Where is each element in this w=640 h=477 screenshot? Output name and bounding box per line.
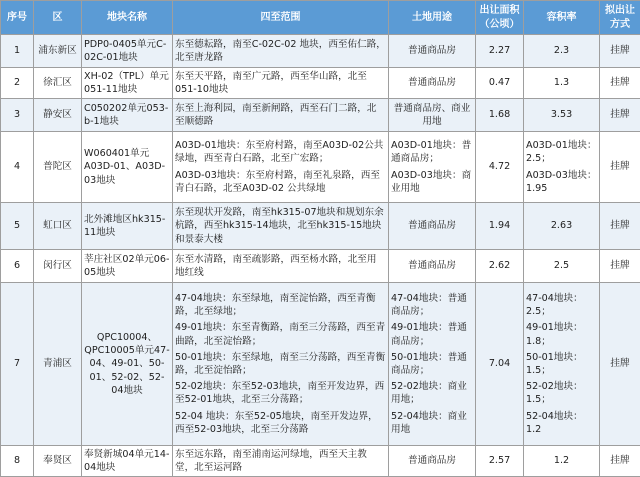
cell-method: 挂牌: [600, 132, 640, 203]
cell-no: 4: [1, 132, 34, 203]
far-text: 52-04地块：1.2: [526, 410, 597, 436]
table-row: [1, 250, 640, 283]
cell-name: QPC10004、QPC10005单元47-04、49-01、50-01、52-02、52-04地块: [82, 283, 173, 446]
cell-no: 7: [1, 283, 34, 446]
cell-use: [389, 203, 476, 250]
header-row: [1, 1, 640, 35]
boundary-text: 52-02地块：东至52-03地块，南至开发边界，西至52-01地块，北至三分荡路；: [175, 380, 386, 406]
table-row: [1, 203, 640, 250]
cell-boundary: [173, 250, 389, 283]
cell-name: W060401单元A03D-01、A03D-03地块: [82, 132, 173, 203]
cell-area: 1.68: [476, 99, 524, 132]
cell-use: [389, 132, 476, 203]
far-text: A03D-01地块：2.5；: [526, 139, 597, 165]
cell-far: [524, 250, 600, 283]
cell-boundary: [173, 203, 389, 250]
cell-area: 4.72: [476, 132, 524, 203]
use-text: 普通商品房、商业用地: [391, 102, 473, 128]
cell-name: PDP0-0405单元C-02C-01地块: [82, 35, 173, 68]
cell-no: 5: [1, 203, 34, 250]
cell-district: 虹口区: [34, 203, 82, 250]
use-text: 52-04地块：商业用地: [391, 410, 473, 436]
cell-boundary: [173, 132, 389, 203]
header-far: 容积率: [524, 1, 600, 35]
cell-far: [524, 203, 600, 250]
far-text: 52-02地块：1.5；: [526, 380, 597, 406]
cell-boundary: [173, 283, 389, 446]
use-text: A03D-03地块：商业用地: [391, 169, 473, 195]
table-row: [1, 132, 640, 203]
table-row: [1, 35, 640, 68]
cell-use: [389, 35, 476, 68]
cell-far: [524, 35, 600, 68]
table-row: [1, 68, 640, 99]
cell-name: XH-02（TPL）单元051-11地块: [82, 68, 173, 99]
far-text: 3.53: [526, 108, 597, 121]
cell-district: 静安区: [34, 99, 82, 132]
far-text: 1.3: [526, 76, 597, 89]
cell-district: 普陀区: [34, 132, 82, 203]
cell-boundary: [173, 68, 389, 99]
boundary-text: 东至德耘路，南至C-02C-02 地块，西至佑仁路，北至唐龙路: [175, 38, 386, 64]
cell-district: 闵行区: [34, 250, 82, 283]
far-text: 47-04地块：2.5；: [526, 292, 597, 318]
boundary-text: 49-01地块：东至青衡路，南至三分荡路，西至青曲路，北至淀怡路；: [175, 321, 386, 347]
cell-no: 1: [1, 35, 34, 68]
cell-method: 挂牌: [600, 446, 640, 477]
cell-district: 青浦区: [34, 283, 82, 446]
cell-name: 奉贤新城04单元14-04地块: [82, 446, 173, 477]
boundary-text: 东至上海利园，南至新闸路，西至石门二路，北至顺德路: [175, 102, 386, 128]
far-text: 1.2: [526, 454, 597, 467]
far-text: 49-01地块：1.8；: [526, 321, 597, 347]
use-text: 47-04地块：普通商品房；: [391, 292, 473, 318]
far-text: 2.5: [526, 259, 597, 272]
cell-area: 2.27: [476, 35, 524, 68]
header-area: 出让面积（公顷）: [476, 1, 524, 35]
cell-method: 挂牌: [600, 99, 640, 132]
table-row: [1, 283, 640, 446]
cell-area: 2.57: [476, 446, 524, 477]
header-method: 拟出让方式: [600, 1, 640, 35]
boundary-text: 东至天平路，南至广元路，西至华山路，北至051-10地块: [175, 70, 386, 96]
cell-district: 奉贤区: [34, 446, 82, 477]
header-no: 序号: [1, 1, 34, 35]
table-row: [1, 99, 640, 132]
cell-no: 3: [1, 99, 34, 132]
header-district: 区: [34, 1, 82, 35]
cell-use: [389, 283, 476, 446]
cell-boundary: [173, 99, 389, 132]
cell-district: 浦东新区: [34, 35, 82, 68]
use-text: 普通商品房: [391, 44, 473, 57]
cell-use: [389, 250, 476, 283]
cell-no: 8: [1, 446, 34, 477]
cell-name: 莘庄社区02单元06-05地块: [82, 250, 173, 283]
cell-name: 北外滩地区hk315-11地块: [82, 203, 173, 250]
cell-method: 挂牌: [600, 283, 640, 446]
cell-boundary: [173, 35, 389, 68]
cell-method: 挂牌: [600, 203, 640, 250]
use-text: 50-01地块：普通商品房；: [391, 351, 473, 377]
cell-area: 0.47: [476, 68, 524, 99]
use-text: 普通商品房: [391, 454, 473, 467]
header-boundary: 四至范围: [173, 1, 389, 35]
cell-no: 2: [1, 68, 34, 99]
use-text: 49-01地块：普通商品房；: [391, 321, 473, 347]
boundary-text: 东至水清路，南至疏影路，西至杨水路，北至用地红线: [175, 253, 386, 279]
header-use: 土地用途: [389, 1, 476, 35]
cell-method: 挂牌: [600, 68, 640, 99]
cell-use: [389, 99, 476, 132]
far-text: 50-01地块：1.5；: [526, 351, 597, 377]
cell-name: C050202单元053-b-1地块: [82, 99, 173, 132]
use-text: A03D-01地块：普通商品房；: [391, 139, 473, 165]
cell-method: 挂牌: [600, 250, 640, 283]
cell-method: 挂牌: [600, 35, 640, 68]
use-text: 普通商品房: [391, 219, 473, 232]
far-text: 2.63: [526, 219, 597, 232]
cell-far: [524, 99, 600, 132]
cell-far: [524, 68, 600, 99]
cell-district: 徐汇区: [34, 68, 82, 99]
boundary-text: A03D-01地块：东至府村路，南至A03D-02公共绿地，西至青白石路，北至广宏路；: [175, 139, 386, 165]
cell-use: [389, 68, 476, 99]
cell-area: 2.62: [476, 250, 524, 283]
header-name: 地块名称: [82, 1, 173, 35]
boundary-text: 50-01地块：东至绿地，南至三分荡路，西至青衡路，北至淀怡路；: [175, 351, 386, 377]
use-text: 普通商品房: [391, 259, 473, 272]
boundary-text: 52-04 地块：东至52-05地块，南至开发边界，西至52-03地块，北至三分荡路: [175, 410, 386, 436]
boundary-text: 47-04地块：东至绿地，南至淀怡路，西至青衡路，北至绿地；: [175, 292, 386, 318]
use-text: 普通商品房: [391, 76, 473, 89]
use-text: 52-02地块：商业用地；: [391, 380, 473, 406]
boundary-text: A03D-03地块：东至府村路，南至礼泉路，西至青白石路，北至A03D-02 公共绿地: [175, 169, 386, 195]
far-text: A03D-03地块：1.95: [526, 169, 597, 195]
boundary-text: 东至现状开发路，南至hk315-07地块和规划东余杭路，西至hk315-14地块，北至hk315-15地块和景泰大楼: [175, 206, 386, 246]
cell-area: 1.94: [476, 203, 524, 250]
boundary-text: 东至远东路，南至浦南运河绿地，西至天主教堂，北至运河路: [175, 448, 386, 474]
cell-area: 7.04: [476, 283, 524, 446]
cell-far: [524, 283, 600, 446]
cell-far: [524, 132, 600, 203]
cell-no: 6: [1, 250, 34, 283]
far-text: 2.3: [526, 44, 597, 57]
